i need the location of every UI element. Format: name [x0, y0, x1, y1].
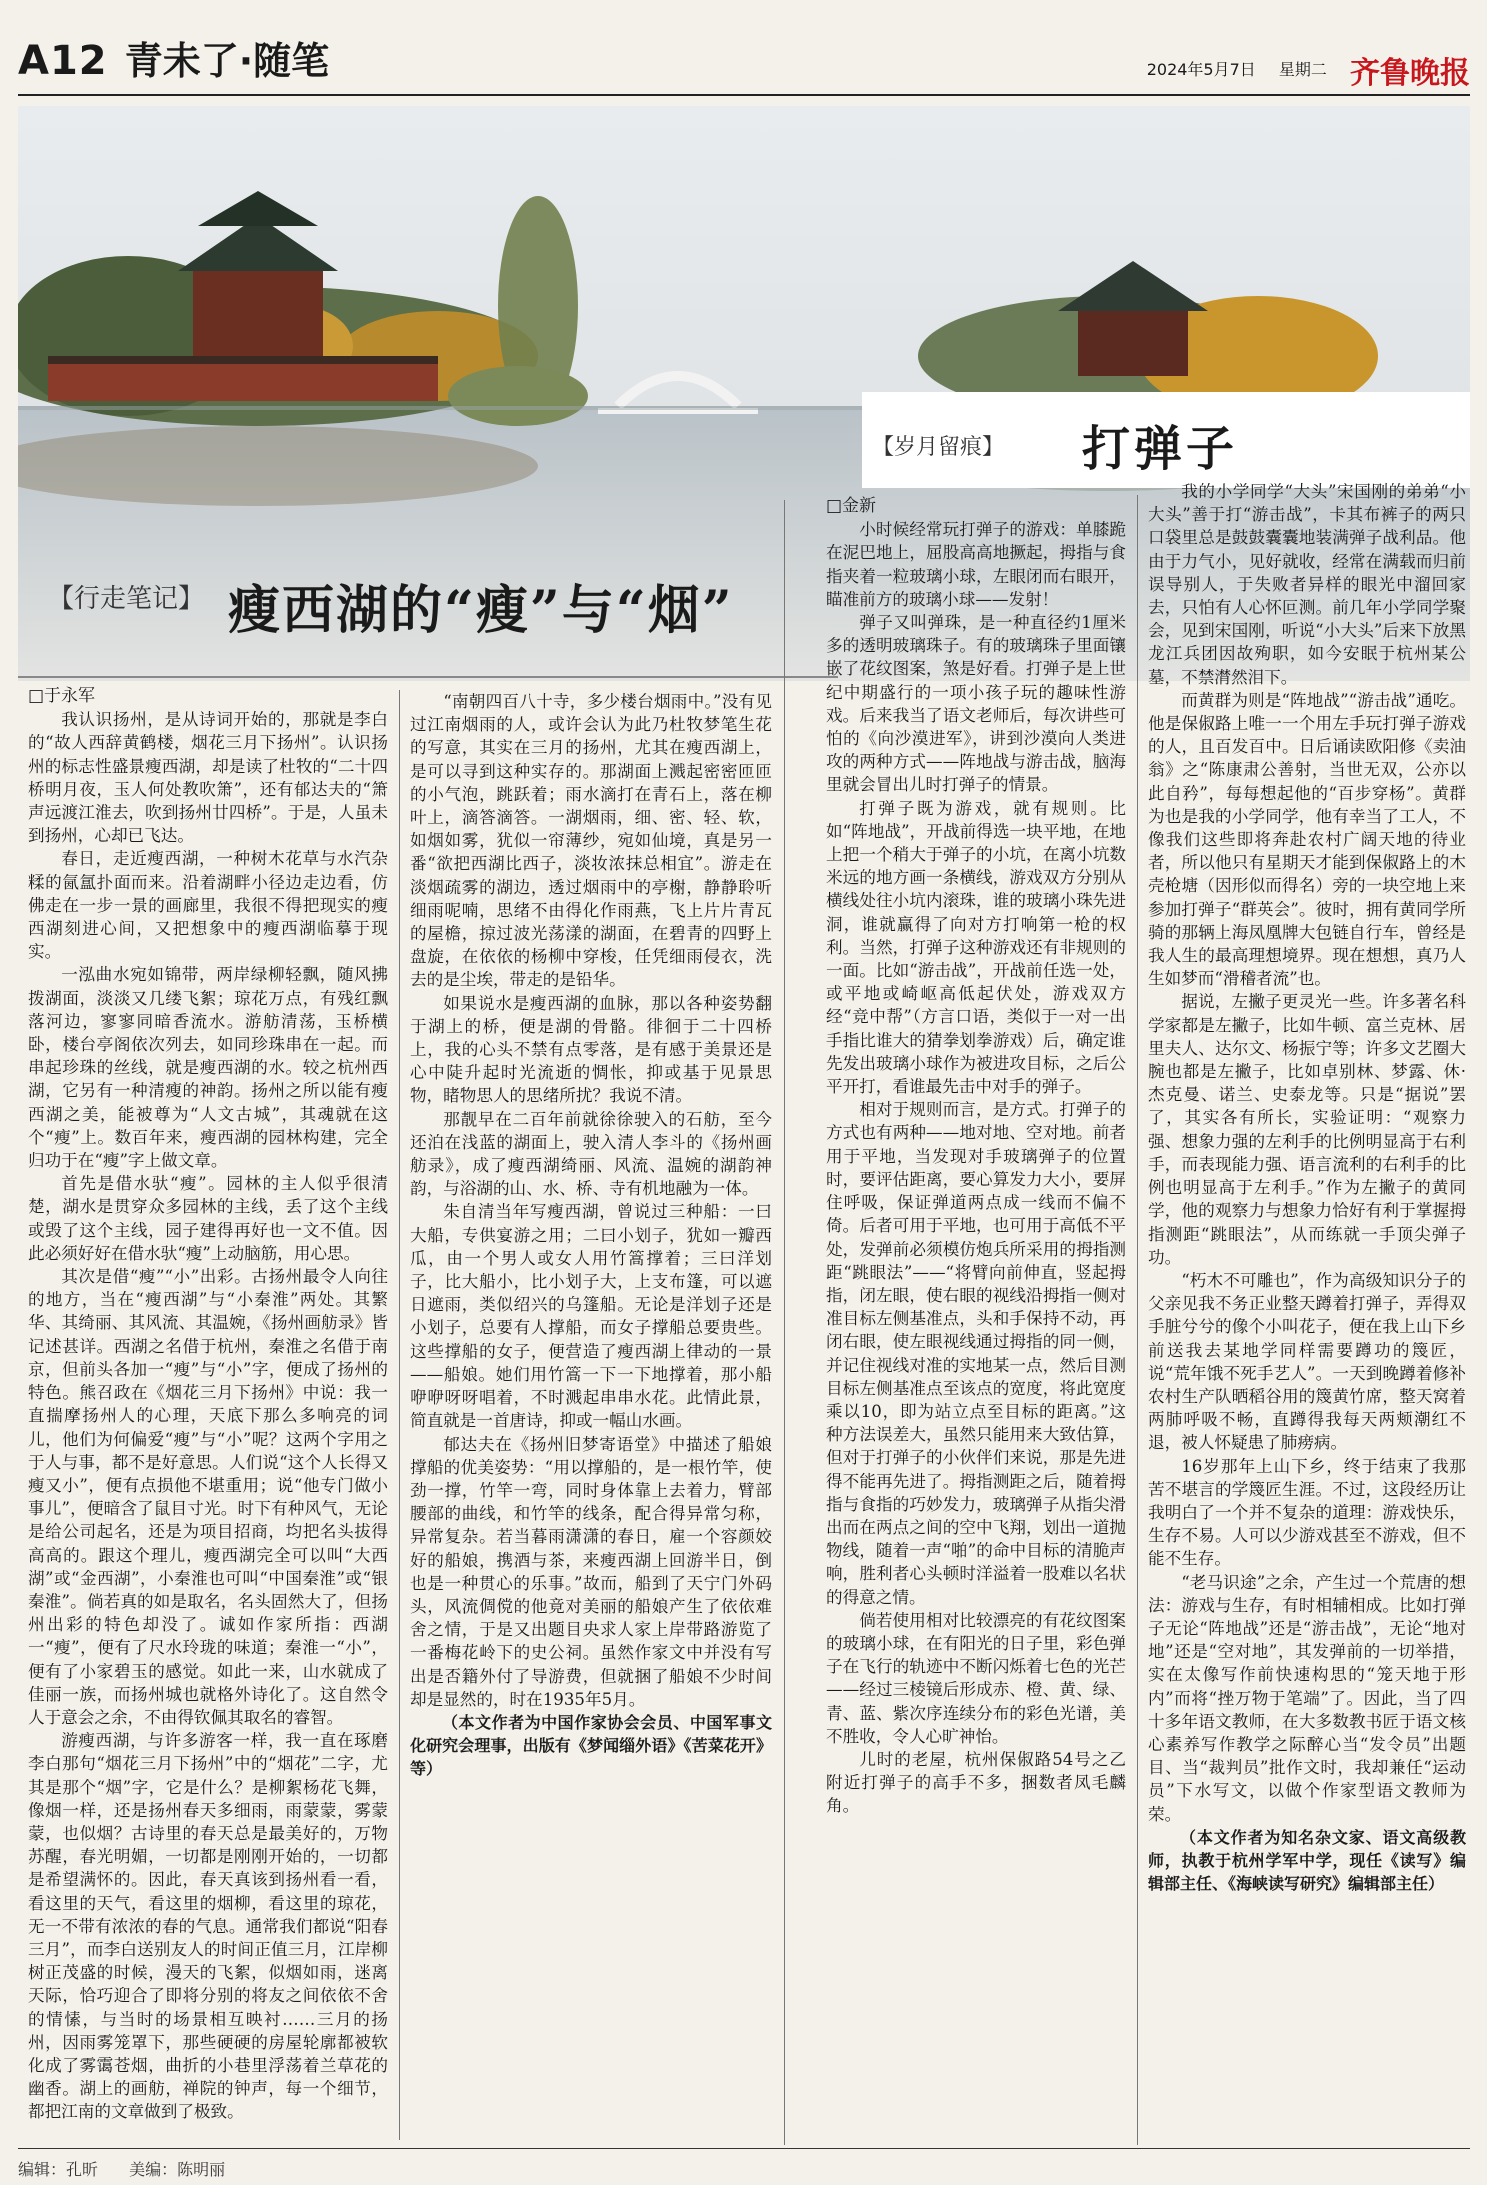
header-rule [18, 94, 1470, 96]
article1-kicker: 【行走笔记】 [48, 584, 205, 614]
page-number: A12 [18, 38, 108, 84]
header-right [1129, 48, 1470, 92]
article1-title-block [18, 556, 838, 666]
issue-date: 2024年5月7日 [1146, 59, 1256, 79]
section-title: 青未了·随笔 [124, 39, 330, 83]
paragraph: “老马识途”之余，产生过一个荒唐的想法：游戏与生存，有时相辅相成。比如打弹子无论“阵地战”还是“游击战”，无论“地对地”还是“空对地”，其发弹前的一切举措，实在太像写作前快速构思的“笼天地于形内”而将“挫万物于笔端”了。因此，当了四十多年语文教师，在大多数教书匠于语文核心素养写作教学之际醉心当“发令员”出题目、当“裁判员”批作文时，我却兼任“运动员”下水写文，以做个作家型语文教师为荣。 [1148, 1572, 1466, 1824]
paragraph: 一泓曲水宛如锦带，两岸绿柳轻飘，随风拂拨湖面，淡淡又几缕飞絮；琼花万点，有残红飘落河边，寥寥同暗香流水。游舫清荡，玉桥横卧，楼台亭阁依次列去，如同珍珠串在一起。而串起珍珠的丝线，就是瘦西湖的水。较之杭州西湖，它另有一种清瘦的神韵。扬州之所以能有瘦西湖之美，能被尊为“人文古城”，其魂就在这个“瘦”上。数百年来，瘦西湖的园林构建，完全归功于在“瘦”字上做文章。 [28, 965, 388, 1171]
paragraph: 我的小学同学“大头”宋国刚的弟弟“小大头”善于打“游击战”，卡其布裤子的两只口袋里总是鼓鼓囊囊地装满弹子战利品。他由于力气小，见好就收，经常在满载而归前误导别人，于失败者异样的眼光中溜回家去，只怕有人心怀叵测。前几年小学同学聚会，见到宋国刚，听说“小大头”后来下放黑龙江兵团因故殉职，如今安眠于杭州某公墓，不禁潸然泪下。 [1148, 482, 1466, 687]
article2-column-2 [1148, 480, 1466, 2145]
article1-author-note: （本文作者为中国作家协会会员、中国军事文化研究会理事，出版有《梦闻缁外语》《苦菜花开》等） [410, 1712, 772, 1778]
paragraph: 倘若使用相对比较漂亮的有花纹图案的玻璃小球，在有阳光的日子里，彩色弹子在飞行的轨迹中不断闪烁着七色的光芒——经过三棱镜后形成赤、橙、黄、绿、青、蓝、紫次序连续分布的彩色光谱，美不胜收，令人心旷神怡。 [826, 1610, 1126, 1746]
paragraph: 首先是借水驮“瘦”。园林的主人似乎很清楚，湖水是贯穿众多园林的主线，丢了这个主线或毁了这个主线，园子建得再好也一文不值。因此必须好好在借水驮“瘦”上动脑筋，用心思。 [28, 1174, 388, 1263]
article1-title: 瘦西湖的“瘦”与“烟” [228, 580, 734, 641]
paragraph: 弹子又叫弹珠，是一种直径约1厘米多的透明玻璃珠子。有的玻璃珠子里面镶嵌了花纹图案，煞是好看。打弹子是上世纪中期盛行的一项小孩子玩的趣味性游戏。后来我当了语文老师后，每次讲些可怕的《向沙漠进军》，讲到沙漠向人类进攻的两种方式——阵地战与游击战，脑海里就会冒出儿时打弹子的情景。 [826, 613, 1126, 795]
paragraph: 小时候经常玩打弹子的游戏：单膝跪在泥巴地上，屈股高高地撅起，拇指与食指夹着一粒玻璃小球，左眼闭而右眼开，瞄准前方的玻璃小球——发射！ [826, 520, 1126, 609]
paragraph: 如果说水是瘦西湖的血脉，那以各种姿势翻于湖上的桥，便是湖的骨骼。徘徊于二十四桥上，我的心头不禁有点零落，是有感于美景还是心中陡升起时光流逝的惆怅，抑或基于见景思物，睹物思人的思绪所扰？我说不清。 [410, 993, 772, 1106]
article2-author-note: （本文作者为知名杂文家、语文高级教师，执教于杭州学军中学，现任《读写》编辑部主任、《海峡读写研究》编辑部主任） [1148, 1827, 1466, 1893]
paragraph: 其次是借“瘦”“小”出彩。古扬州最令人向往的地方，当在“瘦西湖”与“小秦淮”两处。其繁华、其绮丽、其风流、其温婉，《扬州画舫录》皆记述甚详。西湖之名借于杭州，秦淮之名借于南京，但前头各加一“瘦”与“小”字，便成了扬州的特色。熊召政在《烟花三月下扬州》中说：我一直揣摩扬州人的心理，天底下那么多响亮的词儿，他们为何偏爱“瘦”与“小”呢？这两个字用之于人与事，都不是好意思。人们说“这个人长得又瘦又小”，便有点损他不堪重用；说“他专门做小事儿”，便暗含了鼠目寸光。时下有种风气，无论是给公司起名，还是为项目招商，均把名头拔得高高的。跟这个理儿，瘦西湖完全可以叫“大西湖”或“金西湖”，小秦淮也可叫“中国秦淮”或“银秦淮”。倘若真的如是取名，名头固然大了，但扬州出彩的特色却没了。诚如作家所指：西湖一“瘦”，便有了尺水玲珑的味道；秦淮一“小”，便有了小家碧玉的感觉。如此一来，山水就成了佳丽一族，而扬州城也就格外诗化了。这自然令人于意会之余，不由得钦佩其取名的睿智。 [28, 1267, 388, 1727]
article1-column-1 [28, 685, 388, 2145]
paragraph: 那靓早在二百年前就徐徐驶入的石舫，至今还泊在浅蓝的湖面上，驶入清人李斗的《扬州画舫录》，成了瘦西湖绮丽、风流、温婉的湖韵神韵，与浴湖的山、水、桥、寺有机地融为一体。 [410, 1109, 772, 1199]
column-divider [1137, 495, 1138, 2145]
article1-column-2 [410, 690, 772, 2145]
paragraph: 游瘦西湖，与许多游客一样，我一直在琢磨李白那句“烟花三月下扬州”中的“烟花”二字，尤其是那个“烟”字，它是什么？是柳絮杨花飞舞，像烟一样，还是扬州春天多细雨，雨蒙蒙，雾蒙蒙，也似烟？古诗里的春天总是最美好的，万物苏醒，春光明媚，一切都是刚刚开始的，一切都是希望满怀的。因此，春天真该到扬州看一看，看这里的天气，看这里的烟柳，看这里的琼花，无一不带有浓浓的春的气息。通常我们都说“阳春三月”，而李白送别友人的时间正值三月，江岸柳树正茂盛的时候，漫天的飞絮，似烟如雨，迷离天际，恰巧迎合了即将分别的将友之间依依不舍的情愫，与当时的场景相互映衬……三月的扬州，因雨雾笼罩下，那些硬硬的房屋轮廓都被软化成了雾霭苍烟，曲折的小巷里浮荡着兰草花的幽香。湖上的画舫，禅院的钟声，每一个细节，都把江南的文章做到了极致。 [28, 1731, 388, 2122]
masthead-logo: 齐鲁晚报 [1350, 56, 1470, 91]
article1-author: □于永军 [28, 686, 96, 706]
article2-title-card [862, 392, 1470, 488]
paragraph: 16岁那年上山下乡，终于结束了我那苦不堪言的学篾匠生涯。不过，这段经历让我明白了一个并不复杂的道理：游戏快乐，生存不易。人可以少游戏甚至不游戏，但不能不生存。 [1148, 1456, 1466, 1569]
footer-editor: 编辑：孔昕 [18, 2160, 99, 2179]
paragraph: 郁达夫在《扬州旧梦寄语堂》中描述了船娘撑船的优美姿势：“用以撑船的，是一根竹竿，使劲一撑，竹竿一弯，同时身体靠上去着力，臂部腰部的曲线，和竹竿的线条，配合得异常匀称，异常复杂。若当暮雨潇潇的春日，雇一个容颜姣好的船娘，携酒与茶，来瘦西湖上回游半日，倒也是一种贯心的乐事。”故而，船到了天宁门外码头，风流倜傥的他竟对美丽的船娘产生了依依难舍之情，于是又出题目央求人家上岸带路游览了一番梅花岭下的史公祠。虽然作家文中并没有写出是否籍外付了导游费，但就捆了船娘不少时间却是显然的，时在1935年5月。 [410, 1434, 772, 1709]
issue-weekday: 星期二 [1278, 59, 1327, 79]
paragraph: 据说，左撇子更灵光一些。许多著名科学家都是左撇子，比如牛顿、富兰克林、居里夫人、达尔文、杨振宁等；许多文艺圈大腕也都是左撇子，比如卓别林、梦露、休·杰克曼、诺兰、史泰龙等。只是“据说”罢了，其实各有所长，实验证明：“观察力强、想象力强的左利手的比例明显高于右利手，而表现能力强、语言流利的右利手的比例也明显高于左利手。”作为左撇子的黄同学，他的观察力与想象力恰好有利于掌握拇指测距“跳眼法”，从而练就一手顶尖弹子功。 [1148, 992, 1466, 1267]
paragraph: “朽木不可雕也”，作为高级知识分子的父亲见我不务正业整天蹲着打弹子，弄得双手脏兮兮的像个小叫花子，便在我上山下乡前送我去某地学同样需要蹲功的篾匠，说“荒年饿不死手艺人”。一天到晚蹲着修补农村生产队晒稻谷用的篾黄竹席，整天窝着两肺呼吸不畅，直蹲得我每天两颊潮红不退，被人怀疑患了肺痨病。 [1148, 1270, 1466, 1453]
paragraph: “南朝四百八十寺，多少楼台烟雨中。”没有见过江南烟雨的人，或许会认为此乃杜牧梦笔生花的写意，其实在三月的扬州，尤其在瘦西湖上，是可以寻到这种实存的。那湖面上溅起密密匝匝的小气泡，跳跃着；雨水滴打在青石上，落在柳叶上，滴答滴答。一湖烟雨，细、密、轻、软，如烟如雾，犹似一帘薄纱，宛如仙境，真是另一番“欲把西湖比西子，淡妆浓抹总相宜”。游走在淡烟疏雾的湖边，透过烟雨中的亭榭，静静聆听细雨呢喃，思绪不由得化作雨燕，飞上片片青瓦的屋檐，掠过波光荡漾的湖面，在碧青的四野上盘旋，在依依的杨柳中穿梭，任凭细雨侵衣，洗去的是尘埃，带走的是铅华。 [410, 692, 772, 990]
paragraph: 相对于规则而言，是方式。打弹子的方式也有两种——地对地、空对地。前者用于平地，当发现对手玻璃弹子的位置时，要评估距离，要心算发力大小，要屏住呼吸，保证弹道两点成一线而不偏不倚。后者可用于平地，也可用于高低不平处，发弹前必须模仿炮兵所采用的拇指测距“跳眼法”——“将臂向前伸直，竖起拇指，闭左眼，使右眼的视线沿拇指一侧对准目标左侧基准点，头和手保持不动，再闭右眼，使左眼视线通过拇指的同一侧，并记住视线对准的实地某一点，然后目测目标左侧基准点至该点的宽度，将此宽度乘以10，即为站立点至目标的距离。”这种方法误差大，虽然只能用来大致估算，但对于打弹子的小伙伴们来说，那是先进得不能再先进了。拇指测距之后，随着拇指与食指的巧妙发力，玻璃弹子从指尖滑出而在两点之间的空中飞翔，划出一道抛物线，随着一声“啪”的命中目标的清脆声响，胜利者心头顿时洋溢着一股难以名状的得意之情。 [826, 1100, 1126, 1607]
paragraph: 我认识扬州，是从诗词开始的，那就是李白的“故人西辞黄鹤楼，烟花三月下扬州”。认识扬州的标志性盛景瘦西湖，却是读了杜牧的“二十四桥明月夜，玉人何处教吹箫”，还有郁达夫的“箫声远渡江淮去，吹到扬州廿四桥”。于是，人虽未到扬州，心却已飞达。 [28, 710, 388, 846]
paragraph: 打弹子既为游戏，就有规则。比如“阵地战”，开战前得选一块平地，在地上把一个稍大于弹子的小坑，在离小坑数米远的地方画一条横线，游戏双方分别从横线处往小坑内滚珠，谁的玻璃小珠先进洞，谁就赢得了向对方打响第一枪的权利。当然，打弹子这种游戏还有非规则的一面。比如“游击战”，开战前任选一处，或平地或崎岖高低起伏处，游戏双方经“竞中帮”（方言口语，类似于一对一出手指比谁大的猜拳划拳游戏）后，确定谁先发出玻璃小球作为被进攻目标，之后公平开打，看谁最先击中对手的弹子。 [826, 798, 1126, 1097]
column-divider [784, 500, 785, 2145]
paragraph: 朱自清当年写瘦西湖，曾说过三种船：一曰大船，专供宴游之用；二曰小划子，犹如一瓣西瓜，由一个男人或女人用竹篙撑着；三曰洋划子，比大船小，比小划子大，上支布篷，可以遮日遮雨，类似绍兴的乌篷船。无论是洋划子还是小划子，总要有人撑船，而女子撑船总要贵些。这些撑船的女子，便营造了瘦西湖上律动的一景——船娘。她们用竹篙一下一下地撑着，那小船咿咿呀呀唱着，不时溅起串串水花。此情此景，简直就是一首唐诗，抑或一幅山水画。 [410, 1202, 772, 1431]
article1-divider [18, 676, 838, 678]
paragraph: 春日，走近瘦西湖，一种树木花草与水汽杂糅的氤氲扑面而来。沿着湖畔小径边走边看，仿佛走在一步一景的画廊里，我很不得把现实的瘦西湖刻进心间，又把想象中的瘦西湖临摹于现实。 [28, 849, 388, 962]
article2-title: 打弹子 [1082, 421, 1239, 477]
article2-column-1 [826, 495, 1126, 2145]
paragraph: 儿时的老屋，杭州保俶路54号之乙附近打弹子的高手不多，捆数者凤毛麟角。 [826, 1749, 1126, 1816]
article2-kicker: 【岁月留痕】 [872, 435, 1005, 460]
page-footer [18, 2148, 1470, 2180]
footer-designer: 美编：陈明丽 [129, 2160, 226, 2179]
page-header [18, 0, 1470, 96]
column-divider [399, 690, 400, 2140]
header-left [18, 30, 329, 85]
paragraph: 而黄群为则是“阵地战”“游击战”通吃。他是保俶路上唯一一个用左手玩打弹子游戏的人，且百发百中。日后诵读欧阳修《卖油翁》之“陈康肃公善射，当世无双，公亦以此自矜”，每每想起他的“百步穿杨”。黄群为也是我的小学同学，他有幸当了工人，不像我们这些即将奔赴农村广阔天地的待业者，所以他只有星期天才能到保俶路上的木壳枪塘（因形似而得名）旁的一块空地上来参加打弹子“群英会”。彼时，拥有黄同学所骑的那辆上海凤凰牌大包链自行车，曾经是我人生的最高理想境界。现在想想，真乃人生如梦而“滑稽者流”也。 [1148, 690, 1466, 989]
article2-author: □金新 [826, 496, 877, 516]
